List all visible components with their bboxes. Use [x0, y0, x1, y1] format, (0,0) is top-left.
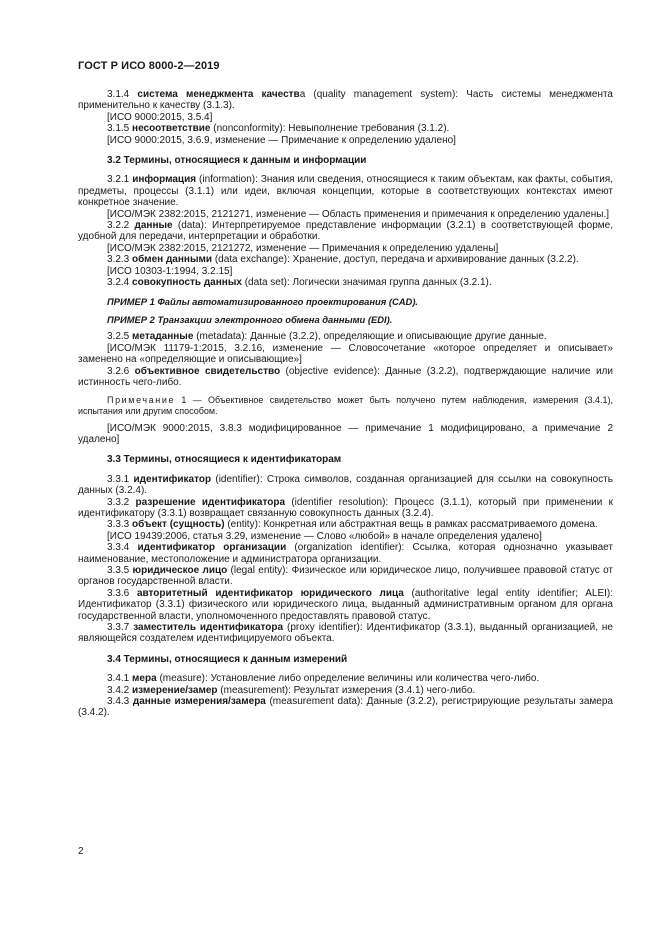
term-name: совокупность данных	[132, 277, 242, 289]
term-name: информация	[132, 174, 197, 186]
term-name: идентификатор	[133, 473, 212, 485]
term-source-ref: [ИСО 10303-1:1994, 3.2.15]	[107, 265, 233, 277]
term-name: данные измерения/замера	[132, 696, 266, 708]
term-entry-3-4-2: 3.4.2 измерение/замер (measurement): Результат измерения (3.4.1) чего-либо.	[107, 684, 476, 696]
term-source-ref: [ИСО/МЭК 11179-1:2015, 3.2.16, изменение — Словосочетание «которое определяет и описывает» заменено на «определяющие и описывающие»]	[78, 342, 613, 366]
term-name: несоответствие	[132, 123, 211, 135]
term-entry-3-2-3: 3.2.3 обмен данными (data exchange): Хранение, доступ, передача и архивирование данных (3.2.2).	[107, 254, 579, 266]
term-entry-3-1-4: 3.1.4 система менеджмента качества (quality management system): Часть системы менеджмента применительно к качеству (3.1.3).	[78, 89, 613, 112]
term-name: метаданные	[132, 331, 194, 343]
document-body	[78, 89, 613, 719]
example-2: ПРИМЕР 2 Транзакции электронного обмена данными (EDI).	[107, 313, 393, 325]
term-name: данные	[134, 220, 173, 232]
term-entry-3-1-5: 3.1.5 несоответствие (nonconformity): Невыполнение требования (3.1.2).	[107, 123, 450, 135]
term-name: мера	[132, 673, 157, 685]
term-entry-3-3-6: 3.3.6 авторитетный идентификатор юридического лица (authoritative legal entity identifier; ALEI): Идентификатор (3.3.1) физического или юридического лица, выданный административным органом для органа государственной власти, уполномоченного предоставлять правовой статус.	[78, 587, 613, 622]
section-heading-3-4: 3.4 Термины, относящиеся к данным измерений	[107, 653, 348, 665]
term-entry-3-3-2: 3.3.2 разрешение идентификатора (identifier resolution): Процесс (3.1.1), который при применении к идентификатору (3.3.1) возвращает связанную совокупность данных (3.2.4).	[78, 496, 613, 519]
term-name: система менеджмента качеств	[137, 89, 300, 100]
term-entry-3-3-7: 3.3.7 заместитель идентификатора (proxy identifier): Идентификатор (3.3.1), выданный организацией, не являющейся создателем идентифицируемого объекта.	[78, 622, 613, 645]
term-name: авторитетный идентификатор юридического лица	[136, 587, 404, 599]
section-heading-3-2: 3.2 Термины, относящиеся к данным и информации	[107, 155, 367, 167]
term-name: идентификатор организации	[137, 542, 287, 554]
term-source-ref: [ИСО 9000:2015, 3.6.9, изменение — Примечание к определению удалено]	[107, 134, 456, 146]
term-name: объективное свидетельство	[134, 365, 281, 377]
term-entry-3-3-1: 3.3.1 идентификатор (identifier): Строка символов, созданная организацией для ссылки на совокупность данных (3.2.4).	[78, 473, 613, 497]
term-entry-3-2-2: 3.2.2 данные (data): Интерпретируемое представление информации (3.2.1) в соответствующей форме, удобной для передачи, интерпретации и обработки.	[78, 220, 613, 243]
example-1: ПРИМЕР 1 Файлы автоматизированного проектирования (CAD).	[107, 295, 419, 307]
term-source-ref: [ИСО 9000:2015, 3.5.4]	[107, 111, 213, 123]
term-name: разрешение идентификатора	[135, 496, 286, 508]
term-entry-3-2-6: 3.2.6 объективное свидетельство (objective evidence): Данные (3.2.2), подтверждающие наличие или истинность чего-либо.	[78, 365, 613, 388]
term-name: юридическое лицо	[132, 565, 228, 576]
note-1: Примечание 1 — Объективное свидетельство может быть получено путем наблюдения, измерения (3.4.1), испытания или другим способом.	[78, 395, 613, 416]
document-header: ГОСТ Р ИСО 8000-2—2019	[78, 60, 220, 72]
term-entry-3-2-4: 3.2.4 совокупность данных (data set): Логически значимая группа данных (3.2.1).	[107, 277, 492, 289]
term-name: измерение/замер	[132, 684, 218, 696]
term-entry-3-4-1: 3.4.1 мера (measure): Установление либо определение величины или количества чего-либо.	[107, 673, 540, 685]
term-entry-3-4-3: 3.4.3 данные измерения/замера (measurement data): Данные (3.2.2), регистрирующие результаты замера (3.4.2).	[78, 696, 613, 719]
term-entry-3-3-4: 3.3.4 идентификатор организации (organization identifier): Ссылка, которая однозначно указывает наименование, местоположение и администратора организации.	[78, 542, 613, 565]
term-entry-3-2-5: 3.2.5 метаданные (metadata): Данные (3.2.2), определяющие и описывающие другие данные.	[107, 331, 547, 343]
term-name: объект (сущность)	[132, 519, 225, 531]
term-name: обмен данными	[132, 254, 213, 266]
term-entry-3-3-5: 3.3.5 юридическое лицо (legal entity): Физическое или юридическое лицо, получившее правовой статус от органов государственной власти.	[78, 565, 613, 588]
term-source-ref: [ИСО/МЭК 2382:2015, 2121272, изменение — Примечания к определению удалены]	[107, 242, 499, 254]
term-entry-3-3-3: 3.3.3 объект (сущность) (entity): Конкретная или абстрактная вещь в рамках рассматриваемого домена.	[107, 519, 598, 531]
term-source-ref: [ИСО 19439:2006, статья 3.29, изменение — Слово «любой» в начале определения удалено]	[107, 530, 542, 542]
term-source-ref: [ИСО/МЭК 9000:2015, 3.8.3 модифицированное — примечание 1 модифицировано, а примечание 2 удалено]	[78, 422, 613, 445]
section-heading-3-3: 3.3 Термины, относящиеся к идентификаторам	[107, 454, 342, 466]
page-number: 2	[78, 846, 84, 857]
note-label: Примечание	[107, 395, 176, 406]
term-source-ref: [ИСО/МЭК 2382:2015, 2121271, изменение — Область применения и примечания к определению удалены.]	[107, 208, 609, 220]
term-name: заместитель идентификатора	[133, 622, 284, 634]
term-entry-3-2-1: 3.2.1 информация (information): Знания или сведения, относящиеся к таким объектам, как факты, события, предметы, процессы (3.1.1) или идеи, включая концепции, которые в соответствующих контекстах имеют конкретное значение.	[78, 174, 613, 209]
